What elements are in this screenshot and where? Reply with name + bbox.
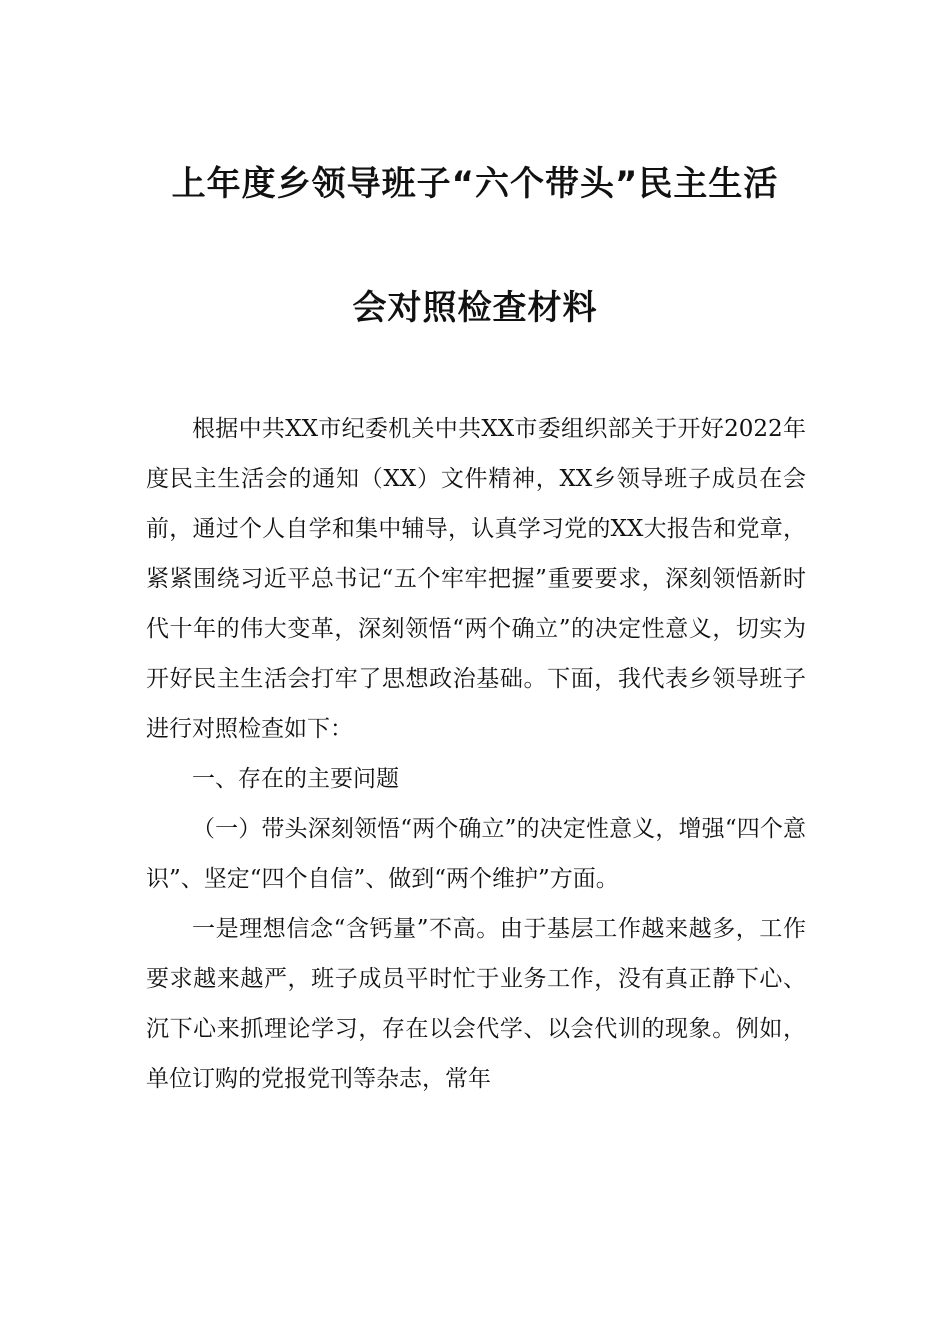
document-body [146,404,806,1104]
document-title-line-2: 会对照检查材料 [352,288,598,328]
paragraph-intro: 根据中共XX市纪委机关中共XX市委组织部关于开好2022年度民主生活会的通知（XX）文件精神，XX乡领导班子成员在会前，通过个人自学和集中辅导，认真学习党的XX大报告和党章，紧紧围绕习近平总书记“五个牢牢把握”重要要求，深刻领悟新时代十年的伟大变革，深刻领悟“两个确立”的决定性意义，切实为开好民主生活会打牢了思想政治基础。下面，我代表乡领导班子进行对照检查如下： [146,416,806,742]
paragraph-point-1: 一是理想信念“含钙量”不高。由于基层工作越来越多，工作要求越来越严，班子成员平时忙于业务工作，没有真正静下心、沉下心来抓理论学习，存在以会代学、以会代训的现象。例如，单位订购的党报党刊等杂志，常年 [146,916,806,1092]
section-heading-main-problems: 一、存在的主要问题 [192,766,399,792]
subsection-heading-1: （一）带头深刻领悟“两个确立”的决定性意义，增强“四个意识”、坚定“四个自信”、做到“两个维护”方面。 [146,816,806,892]
document-title-line-1: 上年度乡领导班子“六个带头”民主生活 [171,164,779,204]
